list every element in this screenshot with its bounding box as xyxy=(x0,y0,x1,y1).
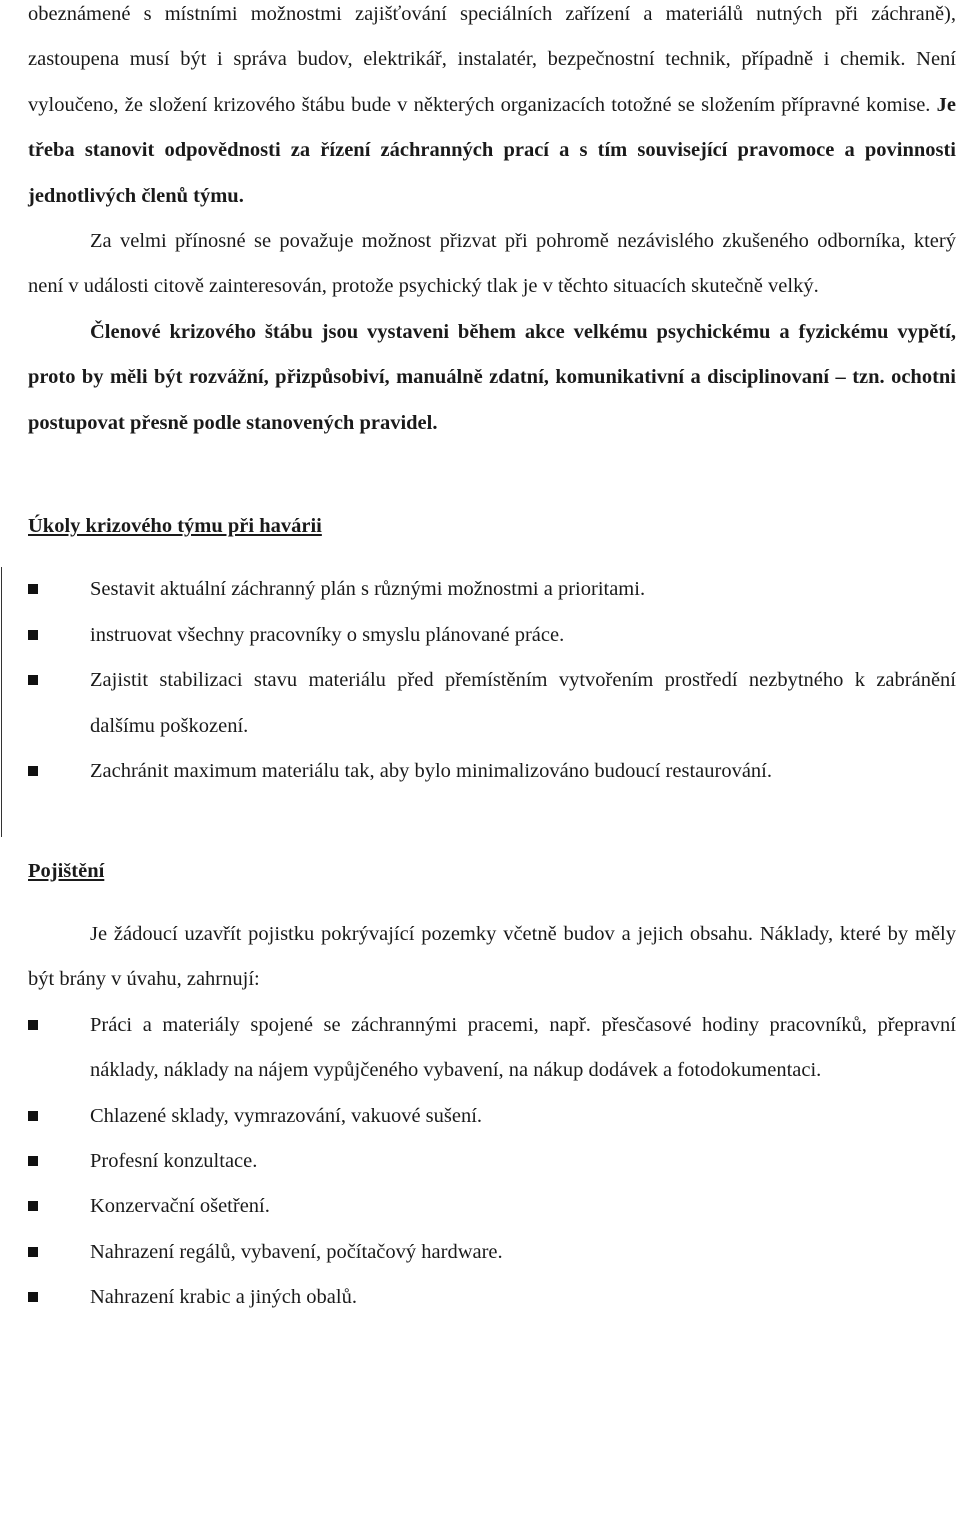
square-bullet-icon xyxy=(28,1111,38,1121)
square-bullet-icon xyxy=(28,675,38,685)
square-bullet-icon xyxy=(28,584,38,594)
margin-rule xyxy=(1,567,2,837)
list-item: Zajistit stabilizaci stavu materiálu před přemístěním vytvořením prostředí nezbytného k zabránění dalšímu poškození. xyxy=(28,658,956,749)
intro-paragraph-1 xyxy=(28,0,956,219)
square-bullet-icon xyxy=(28,1201,38,1211)
square-bullet-icon xyxy=(28,630,38,640)
list-item: Chlazené sklady, vymrazování, vakuové sušení. xyxy=(28,1094,956,1139)
square-bullet-icon xyxy=(28,1247,38,1257)
square-bullet-icon xyxy=(28,1292,38,1302)
square-bullet-icon xyxy=(28,766,38,776)
insurance-paragraph: Je žádoucí uzavřít pojistku pokrývající pozemky včetně budov a jejich obsahu. Náklady, které by měly být brány v úvahu, zahrnují: xyxy=(28,922,956,991)
intro-paragraph-2: Za velmi přínosné se považuje možnost přizvat při pohromě nezávislého zkušeného odborníka, který není v události citově zainteresován, protože psychický tlak je v těchto situacích skutečně velký. xyxy=(28,230,956,298)
list-item: Zachránit maximum materiálu tak, aby bylo minimalizováno budoucí restaurování. xyxy=(28,749,956,794)
square-bullet-icon xyxy=(28,1020,38,1030)
tasks-heading: Úkoly krizového týmu při havárii xyxy=(28,515,322,538)
list-item: Profesní konzultace. xyxy=(28,1139,956,1184)
list-item: Sestavit aktuální záchranný plán s různými možnostmi a prioritami. xyxy=(28,567,956,612)
document-page xyxy=(28,0,956,1321)
list-item: Konzervační ošetření. xyxy=(28,1184,956,1229)
insurance-list xyxy=(28,1003,956,1321)
intro-paragraph-3: Členové krizového štábu jsou vystaveni během akce velkému psychickému a fyzickému vypětí, proto by měli být rozvážní, přizpůsobiví, manuálně zdatní, komunikativní a disciplinovaní – tzn. ochotni postupovat přesně podle stanovených pravidel. xyxy=(28,320,956,434)
list-item: Nahrazení regálů, vybavení, počítačový hardware. xyxy=(28,1230,956,1275)
intro-paragraph-1-bold-text: Je třeba stanovit odpovědnosti za řízení záchranných prací a s tím související pravomoce a povinnosti jednotlivých členů týmu. xyxy=(28,93,956,207)
intro-paragraph-1-text: obeznámené s místními možnostmi zajišťování speciálních zařízení a materiálů nutných při záchraně), zastoupena musí být i správa budov, elektrikář, instalatér, bezpečnostní technik, případně i chemik. Není vyloučeno, že složení krizového štábu bude v některých organizacích totožné se složením přípravné komise. xyxy=(28,3,956,116)
square-bullet-icon xyxy=(28,1156,38,1166)
list-item: Nahrazení krabic a jiných obalů. xyxy=(28,1275,956,1320)
tasks-list xyxy=(28,567,956,794)
list-item: instruovat všechny pracovníky o smyslu plánované práce. xyxy=(28,613,956,658)
insurance-heading: Pojištění xyxy=(28,859,105,882)
list-item: Práci a materiály spojené se záchrannými pracemi, např. přesčasové hodiny pracovníků, přepravní náklady, náklady na nájem vypůjčeného vybavení, na nákup dodávek a fotodokumentaci. xyxy=(28,1003,956,1094)
tasks-section xyxy=(28,567,956,794)
